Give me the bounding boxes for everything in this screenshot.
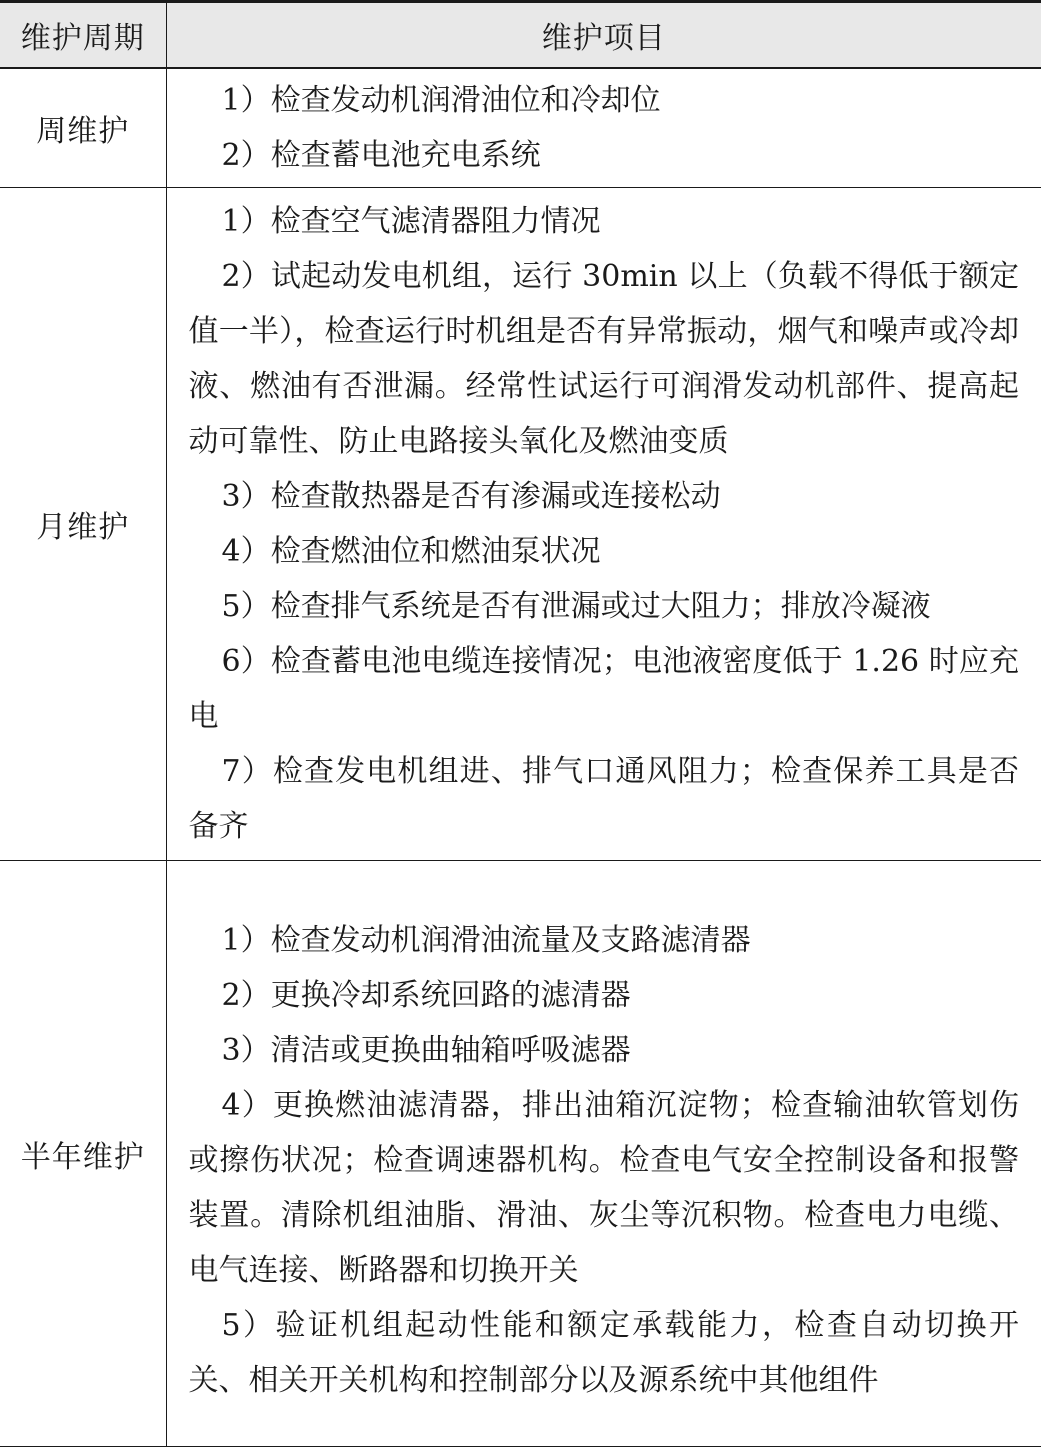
list-item: 4）更换燃油滤清器，排出油箱沉淀物；检查输油软管划伤或擦伤状况；检查调速器机构。检查电气安全控制设备和报警装置。清除机组油脂、滑油、灰尘等沉积物。检查电力电缆、电气连接、断路器和切换开关 bbox=[188, 1088, 1019, 1288]
list-item: 6）检查蓄电池电缆连接情况；电池液密度低于 1.26 时应充电 bbox=[188, 644, 1019, 734]
period-cell: 半年维护 bbox=[0, 861, 166, 1447]
list-item: 1）检查空气滤清器阻力情况 bbox=[221, 204, 601, 239]
items-cell bbox=[166, 188, 1041, 861]
list-item: 2）检查蓄电池充电系统 bbox=[221, 138, 541, 173]
list-item: 3）清洁或更换曲轴箱呼吸滤器 bbox=[221, 1033, 631, 1068]
items-cell bbox=[166, 861, 1041, 1447]
list-item: 7）检查发电机组进、排气口通风阻力；检查保养工具是否备齐 bbox=[188, 754, 1019, 844]
table-row-monthly bbox=[0, 188, 1041, 861]
header-items: 维护项目 bbox=[166, 2, 1041, 69]
table-row-weekly bbox=[0, 68, 1041, 188]
list-item: 1）检查发动机润滑油流量及支路滤清器 bbox=[221, 923, 751, 958]
list-item: 5）验证机组起动性能和额定承载能力，检查自动切换开关、相关开关机构和控制部分以及源系统中其他组件 bbox=[188, 1308, 1019, 1398]
items-cell bbox=[166, 68, 1041, 188]
table-row-semiannual bbox=[0, 861, 1041, 1447]
period-cell: 周维护 bbox=[0, 68, 166, 188]
list-item: 3）检查散热器是否有渗漏或连接松动 bbox=[221, 479, 721, 514]
list-item: 2）更换冷却系统回路的滤清器 bbox=[221, 978, 631, 1013]
list-item: 2）试起动发电机组，运行 30min 以上（负载不得低于额定值一半），检查运行时机组是否有异常振动，烟气和噪声或冷却液、燃油有否泄漏。经常性试运行可润滑发动机部件、提高起动可靠性、防止电路接头氧化及燃油变质 bbox=[188, 259, 1019, 459]
header-row bbox=[0, 2, 1041, 69]
list-item: 5）检查排气系统是否有泄漏或过大阻力；排放冷凝液 bbox=[221, 589, 931, 624]
header-period: 维护周期 bbox=[0, 2, 166, 69]
period-cell: 月维护 bbox=[0, 188, 166, 861]
list-item: 4）检查燃油位和燃油泵状况 bbox=[221, 534, 601, 569]
list-item: 1）检查发动机润滑油位和冷却位 bbox=[221, 83, 661, 118]
